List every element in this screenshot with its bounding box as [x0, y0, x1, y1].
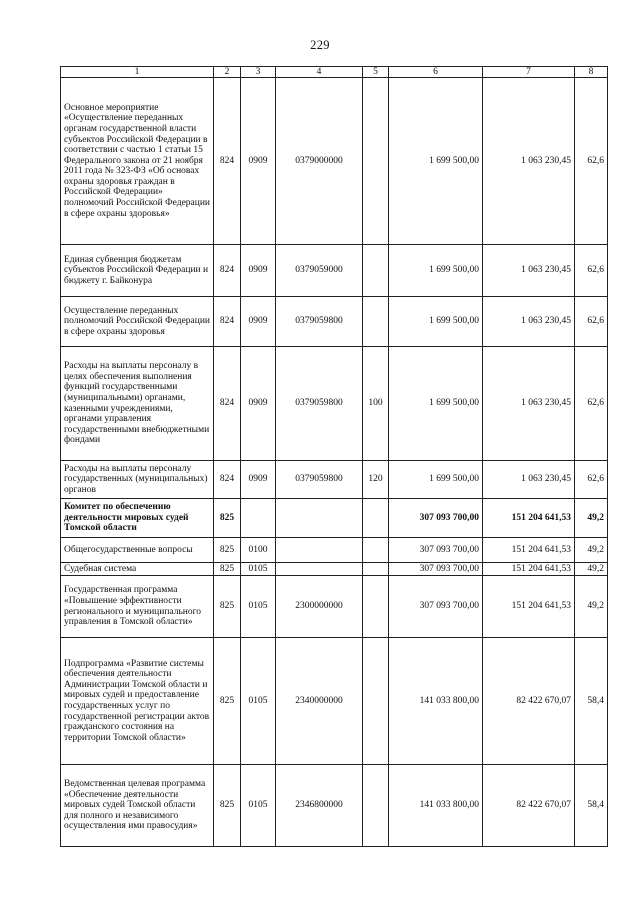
table-row: [61, 245, 608, 297]
grbs-code: 825: [214, 576, 241, 638]
execution-percent: 62,6: [575, 297, 608, 347]
grbs-code: 825: [214, 765, 241, 847]
table-row: [61, 765, 608, 847]
target-article-code: 2346800000: [276, 765, 363, 847]
section-code: 0909: [241, 347, 276, 461]
target-article-code: [276, 538, 363, 563]
actual-amount: 1 063 230,45: [483, 297, 575, 347]
table-row-committee: [61, 499, 608, 538]
grbs-code: 824: [214, 78, 241, 245]
plan-amount: 307 093 700,00: [389, 499, 483, 538]
actual-amount: 151 204 641,53: [483, 576, 575, 638]
column-number-row: [61, 67, 608, 78]
page-number: 229: [310, 38, 330, 52]
column-header: 6: [389, 67, 483, 78]
execution-percent: 49,2: [575, 499, 608, 538]
section-code: 0100: [241, 538, 276, 563]
table-row: [61, 461, 608, 499]
actual-amount: 151 204 641,53: [483, 538, 575, 563]
table-row: [61, 576, 608, 638]
target-article-code: 2300000000: [276, 576, 363, 638]
plan-amount: 141 033 800,00: [389, 765, 483, 847]
execution-percent: 62,6: [575, 347, 608, 461]
target-article-code: 0379059000: [276, 245, 363, 297]
target-article-code: [276, 499, 363, 538]
target-article-code: 2340000000: [276, 638, 363, 765]
execution-percent: 49,2: [575, 576, 608, 638]
row-name: Комитет по обеспечению деятельности мировых судей Томской области: [61, 499, 214, 538]
execution-percent: 58,4: [575, 638, 608, 765]
section-code: 0105: [241, 576, 276, 638]
actual-amount: 82 422 670,07: [483, 638, 575, 765]
actual-amount: 1 063 230,45: [483, 347, 575, 461]
grbs-code: 825: [214, 638, 241, 765]
column-header: 4: [276, 67, 363, 78]
grbs-code: 824: [214, 347, 241, 461]
plan-amount: 1 699 500,00: [389, 78, 483, 245]
section-code: [241, 499, 276, 538]
row-name: Общегосударственные вопросы: [61, 538, 214, 563]
table-row: [61, 538, 608, 563]
plan-amount: 307 093 700,00: [389, 563, 483, 576]
execution-percent: 49,2: [575, 563, 608, 576]
grbs-code: 825: [214, 499, 241, 538]
column-header: 3: [241, 67, 276, 78]
execution-percent: 49,2: [575, 538, 608, 563]
actual-amount: 82 422 670,07: [483, 765, 575, 847]
table-row: [61, 78, 608, 245]
grbs-code: 825: [214, 563, 241, 576]
budget-table: [60, 66, 608, 847]
table-row: [61, 563, 608, 576]
column-header: 7: [483, 67, 575, 78]
actual-amount: 1 063 230,45: [483, 461, 575, 499]
expense-type-code: 120: [363, 461, 389, 499]
section-code: 0909: [241, 461, 276, 499]
row-name: Единая субвенция бюджетам субъектов Российской Федерации и бюджету г. Байконура: [61, 245, 214, 297]
plan-amount: 1 699 500,00: [389, 297, 483, 347]
grbs-code: 824: [214, 245, 241, 297]
plan-amount: 307 093 700,00: [389, 538, 483, 563]
target-article-code: [276, 563, 363, 576]
expense-type-code: [363, 538, 389, 563]
actual-amount: 151 204 641,53: [483, 563, 575, 576]
row-name: Осуществление переданных полномочий Российской Федерации в сфере охраны здоровья: [61, 297, 214, 347]
column-header: 8: [575, 67, 608, 78]
expense-type-code: [363, 638, 389, 765]
row-name: Ведомственная целевая программа «Обеспечение деятельности мировых судей Томской области для полного и независимого осуществления ими правосудия»: [61, 765, 214, 847]
plan-amount: 1 699 500,00: [389, 461, 483, 499]
table-row: [61, 297, 608, 347]
target-article-code: 0379059800: [276, 297, 363, 347]
plan-amount: 141 033 800,00: [389, 638, 483, 765]
section-code: 0909: [241, 245, 276, 297]
grbs-code: 824: [214, 461, 241, 499]
column-header: 1: [61, 67, 214, 78]
actual-amount: 1 063 230,45: [483, 78, 575, 245]
execution-percent: 62,6: [575, 245, 608, 297]
execution-percent: 62,6: [575, 461, 608, 499]
grbs-code: 825: [214, 538, 241, 563]
expense-type-code: [363, 563, 389, 576]
target-article-code: 0379059800: [276, 347, 363, 461]
section-code: 0105: [241, 638, 276, 765]
target-article-code: 0379000000: [276, 78, 363, 245]
expense-type-code: [363, 765, 389, 847]
actual-amount: 1 063 230,45: [483, 245, 575, 297]
plan-amount: 1 699 500,00: [389, 245, 483, 297]
actual-amount: 151 204 641,53: [483, 499, 575, 538]
column-header: 2: [214, 67, 241, 78]
row-name: Государственная программа «Повышение эффективности регионального и муниципального управления в Томской области»: [61, 576, 214, 638]
row-name: Основное мероприятие «Осуществление переданных органам государственной власти субъектов Российской Федерации в соответствии с частью 1 статьи 15 Федерального закона от 21 ноября 2011 года № 323-ФЗ «Об основах охраны здоровья граждан в Российской Федерации» полномочий Российской Федерации в сфере охраны здоровья»: [61, 78, 214, 245]
table-row: [61, 347, 608, 461]
execution-percent: 62,6: [575, 78, 608, 245]
row-name: Подпрограмма «Развитие системы обеспечения деятельности Администрации Томской области и мировых судей и предоставление государственных услуг по государственной регистрации актов гражданского состояния на территории Томской области»: [61, 638, 214, 765]
expense-type-code: 100: [363, 347, 389, 461]
expense-type-code: [363, 78, 389, 245]
execution-percent: 58,4: [575, 765, 608, 847]
table-row: [61, 638, 608, 765]
column-header: 5: [363, 67, 389, 78]
expense-type-code: [363, 297, 389, 347]
plan-amount: 1 699 500,00: [389, 347, 483, 461]
expense-type-code: [363, 499, 389, 538]
section-code: 0105: [241, 563, 276, 576]
section-code: 0105: [241, 765, 276, 847]
grbs-code: 824: [214, 297, 241, 347]
row-name: Расходы на выплаты персоналу в целях обеспечения выполнения функций государственными (муниципальными) органами, казенными учреждениями, органами управления государственными внебюджетными фондами: [61, 347, 214, 461]
section-code: 0909: [241, 297, 276, 347]
row-name: Судебная система: [61, 563, 214, 576]
target-article-code: 0379059800: [276, 461, 363, 499]
expense-type-code: [363, 576, 389, 638]
expense-type-code: [363, 245, 389, 297]
plan-amount: 307 093 700,00: [389, 576, 483, 638]
section-code: 0909: [241, 78, 276, 245]
row-name: Расходы на выплаты персоналу государственных (муниципальных) органов: [61, 461, 214, 499]
